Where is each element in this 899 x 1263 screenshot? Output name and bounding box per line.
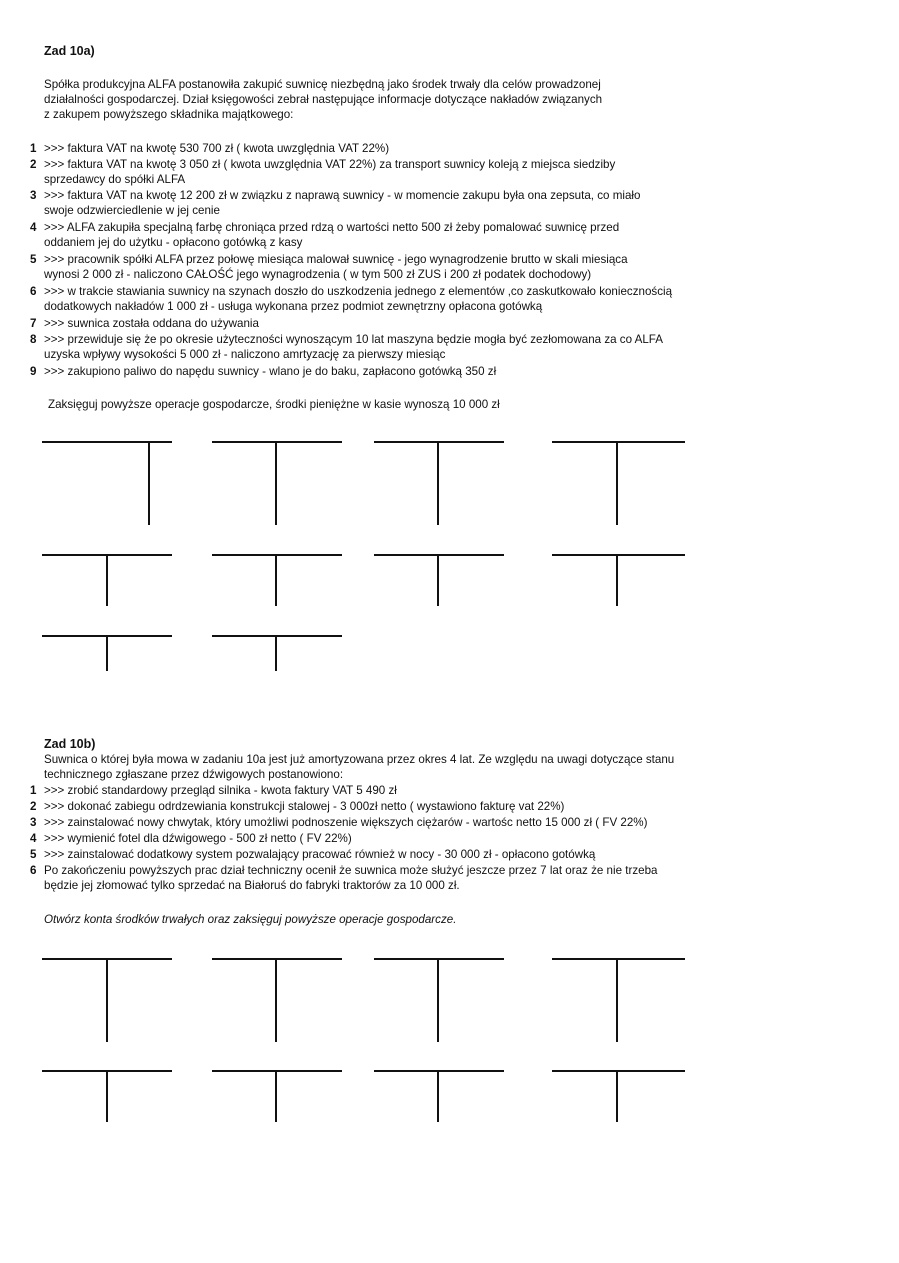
task-a-title: Zad 10a) [44, 44, 95, 58]
t-account [212, 1070, 342, 1122]
item-text: >>> pracownik spółki ALFA przez połowę miesiąca malował suwnicę - jego wynagrodzenie brutto w skali miesiąca wynosi 2 000 zł - naliczono CAŁOŚĆ jego wynagrodzenia ( w tym 500 zł ZUS i 200 zł podatek dochodowy) [44, 253, 628, 281]
item-number: 7 [30, 317, 37, 330]
t-account [552, 554, 685, 606]
item-text: >>> zakupiono paliwo do napędu suwnicy - wlano je do baku, zapłacono gotówką 350 zł [44, 365, 497, 378]
item-text: >>> faktura VAT na kwotę 530 700 zł ( kwota uwzględnia VAT 22%) [44, 142, 390, 155]
t-account [42, 1070, 172, 1122]
t-account [212, 958, 342, 1042]
task-b-intro: Suwnica o której była mowa w zadaniu 10a jest już amortyzowana przez okres 4 lat. Ze względu na uwagi dotyczące stanu technicznego zgłaszane przez dźwigowych postanowiono: [44, 753, 675, 781]
t-account [42, 635, 172, 671]
item-number: 2 [30, 158, 37, 171]
item-text: >>> suwnica została oddana do używania [44, 317, 259, 330]
item-text: >>> wymienić fotel dla dźwigowego - 500 zł netto ( FV 22%) [44, 832, 352, 845]
item-text: Po zakończeniu powyższych prac dział techniczny ocenił że suwnica może służyć jeszcze przez 7 lat oraz że nie trzeba będzie jej złomować tylko sprzedać na Białoruś do fabryki traktorów za 10 000 zł. [44, 864, 658, 892]
item-text: >>> ALFA zakupiła specjalną farbę chroniąca przed rdzą o wartości netto 500 zł żeby pomalować suwnicę przed oddaniem jej do użytku - opłacono gotówką z kasy [44, 221, 620, 249]
item-text: >>> zrobić standardowy przegląd silnika - kwota faktury VAT 5 490 zł [44, 784, 397, 797]
t-account [42, 441, 172, 525]
t-account [212, 554, 342, 606]
item-number: 1 [30, 784, 37, 797]
item-text: >>> zainstalować dodatkowy system pozwalający pracować również w nocy - 30 000 zł - opłacono gotówką [44, 848, 596, 861]
item-text: >>> zainstalować nowy chwytak, który umożliwi podnoszenie większych ciężarów - wartośc netto 15 000 zł ( FV 22%) [44, 816, 648, 829]
item-number: 8 [30, 333, 37, 346]
t-account [374, 1070, 504, 1122]
t-account [212, 441, 342, 525]
task-b-title: Zad 10b) [44, 737, 96, 751]
item-number: 6 [30, 864, 37, 877]
item-number: 5 [30, 253, 37, 266]
item-number: 1 [30, 142, 37, 155]
item-number: 3 [30, 189, 37, 202]
item-text: >>> w trakcie stawiania suwnicy na szynach doszło do uszkodzenia jednego z elementów ,co zaskutkowało koniecznością dodatkowych nakładów 1 000 zł - usługa wykonana przez podmiot zewnętrzny opłacona gotówką [44, 285, 673, 313]
item-text: >>> faktura VAT na kwotę 12 200 zł w związku z naprawą suwnicy - w momencie zakupu była ona zepsuta, co miało swoje odzwierciedlenie w jej cenie [44, 189, 641, 217]
task-a-instruction: Zaksięguj powyższe operacje gospodarcze, środki pieniężne w kasie wynoszą 10 000 zł [48, 398, 500, 411]
item-number: 4 [30, 221, 37, 234]
item-number: 4 [30, 832, 37, 845]
t-account [42, 554, 172, 606]
task-b-instruction: Otwórz konta środków trwałych oraz zaksięguj powyższe operacje gospodarcze. [44, 913, 457, 926]
item-number: 2 [30, 800, 37, 813]
item-number: 5 [30, 848, 37, 861]
item-number: 9 [30, 365, 37, 378]
t-account [42, 958, 172, 1042]
item-number: 6 [30, 285, 37, 298]
t-account [552, 958, 685, 1042]
t-account [374, 958, 504, 1042]
t-account [374, 441, 504, 525]
item-text: >>> faktura VAT na kwotę 3 050 zł ( kwota uwzględnia VAT 22%) za transport suwnicy koleją z miejsca siedziby sprzedawcy do spółki ALFA [44, 158, 616, 186]
item-text: >>> dokonać zabiegu odrdzewiania konstrukcji stalowej - 3 000zł netto ( wystawiono fakturę vat 22%) [44, 800, 565, 813]
t-account [374, 554, 504, 606]
t-account [552, 1070, 685, 1122]
task-a-intro: Spółka produkcyjna ALFA postanowiła zakupić suwnicę niezbędną jako środek trwały dla celów prowadzonej działalności gospodarczej. Dział księgowości zebrał następujące informacje dotyczące nakładów związanych z zakupem powyższego składnika majątkowego: [44, 78, 603, 121]
t-account [552, 441, 685, 525]
t-account [212, 635, 342, 671]
item-text: >>> przewiduje się że po okresie użyteczności wynoszącym 10 lat maszyna będzie mogła być zezłomowana za co ALFA uzyska wpływy wysokości 5 000 zł - naliczono amrtyzację za pierwszy miesiąc [44, 333, 663, 361]
item-number: 3 [30, 816, 37, 829]
